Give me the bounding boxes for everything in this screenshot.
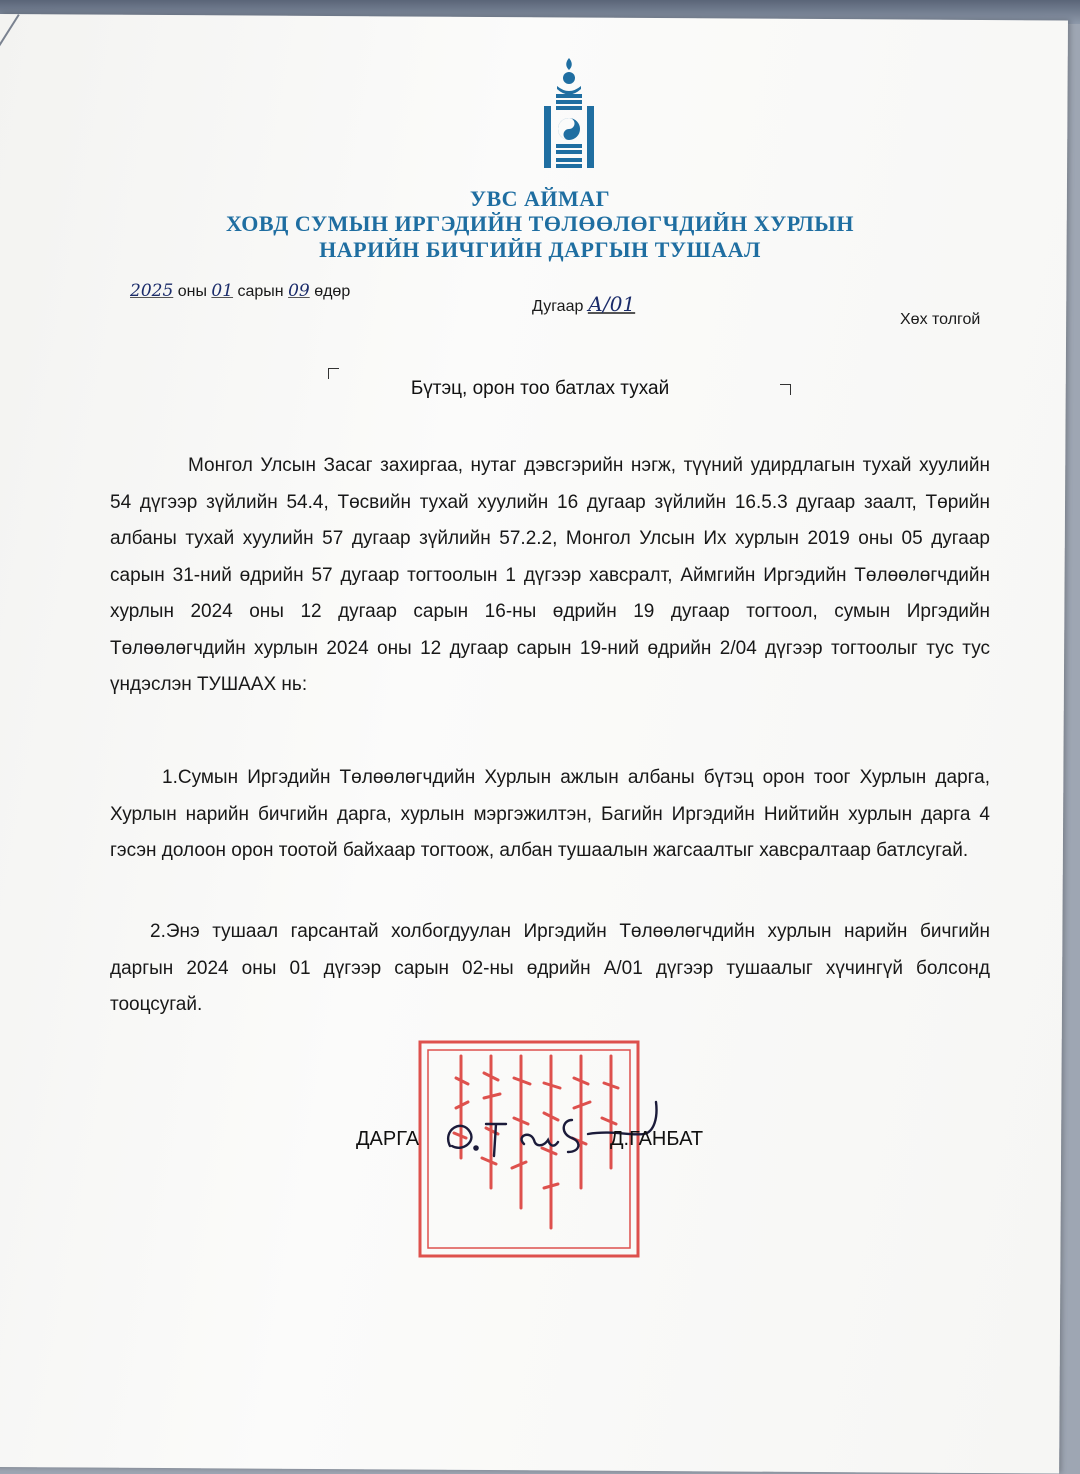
order-number-label: Дугаар bbox=[532, 298, 584, 315]
heading-council: ХОВД СУМЫН ИРГЭДИЙН ТӨЛӨӨЛӨГЧДИЙН ХУРЛЫН bbox=[226, 211, 854, 236]
heading-aimag: УВС АЙМАГ bbox=[469, 186, 611, 211]
date-month-suffix: сарын bbox=[237, 283, 284, 300]
preamble-text: Монгол Улсын Засаг захиргаа, нутаг дэвсгэрийн нэгж, түүний удирдлагын тухай хуулийн 54 дүгээр зүйлийн 54.4, Төсвийн тухай хуулийн 16 дугаар зүйлийн 16.5.3 дугаар заалт, Төрийн албаны тухай хуулийн 57 дугаар зүйлийн 57.2.2, Монгол Улсын Их хурлын 2019 оны 05 дугаар сарын 31-ний өдрийн 57 дугаар тогтоолын 1 дүгээр хавсралт, Аймгийн Иргэдийн Төлөөлөгчдийн хурлын 2024 оны 12 дугаар сарын 16-ны өдрийн 19 дугаар тогтоол, сумын Иргэдийн Төлөөлөгчдийн хурлын 2024 оны 12 дугаар сарын 19-ний өдрийн 2/04 дүгээр тогтоолыг тус тус үндэслэн ТУШААХ нь: bbox=[110, 455, 990, 695]
date-year-suffix: оны bbox=[177, 283, 207, 300]
order-number-value: А/01 bbox=[587, 292, 636, 316]
clause-1-paragraph bbox=[110, 760, 990, 870]
clause-1-text: 1.Сумын Иргэдийн Төлөөлөгчдийн Хурлын ажлын албаны бүтэц орон тоог Хурлын дарга, Хурлын нарийн бичгийн дарга, хурлын мэргэжилтэн, Багийн Иргэдийн Нийтийн хурлын дарга 4 гэсэн долоон орон тоотой байхаар тогтоож, албан тушаалын жагсаалтыг хавсралтаар батлсугай. bbox=[110, 767, 990, 861]
order-number bbox=[532, 292, 635, 316]
heading-order: НАРИЙН БИЧГИЙН ДАРГЫН ТУШААЛ bbox=[319, 237, 761, 262]
date-line bbox=[130, 281, 350, 301]
clause-2-paragraph bbox=[110, 914, 990, 1024]
preamble-paragraph bbox=[110, 448, 990, 704]
clause-2-text: 2.Энэ тушаал гарсантай холбогдуулан Иргэдийн Төлөөлөгчдийн хурлын нарийн бичгийн даргын 2024 оны 01 дүгээр сарын 02-ны өдрийн А/01 дүгээр тушаалыг хүчингүй болсонд тооцсугай. bbox=[110, 921, 990, 1015]
date-month: 01 bbox=[211, 281, 234, 301]
signatory-name: Д.ГАНБАТ bbox=[610, 1128, 704, 1150]
place-name: Хөх толгой bbox=[900, 311, 981, 328]
date-day-suffix: өдөр bbox=[314, 283, 351, 300]
pen-mark bbox=[0, 14, 20, 66]
subject-title: Бүтэц, орон тоо батлах тухай bbox=[410, 378, 670, 399]
signatory-title: ДАРГА bbox=[356, 1128, 420, 1150]
date-day: 09 bbox=[288, 281, 310, 301]
date-year: 2025 bbox=[130, 281, 174, 301]
soyombo-emblem-icon bbox=[540, 56, 598, 172]
